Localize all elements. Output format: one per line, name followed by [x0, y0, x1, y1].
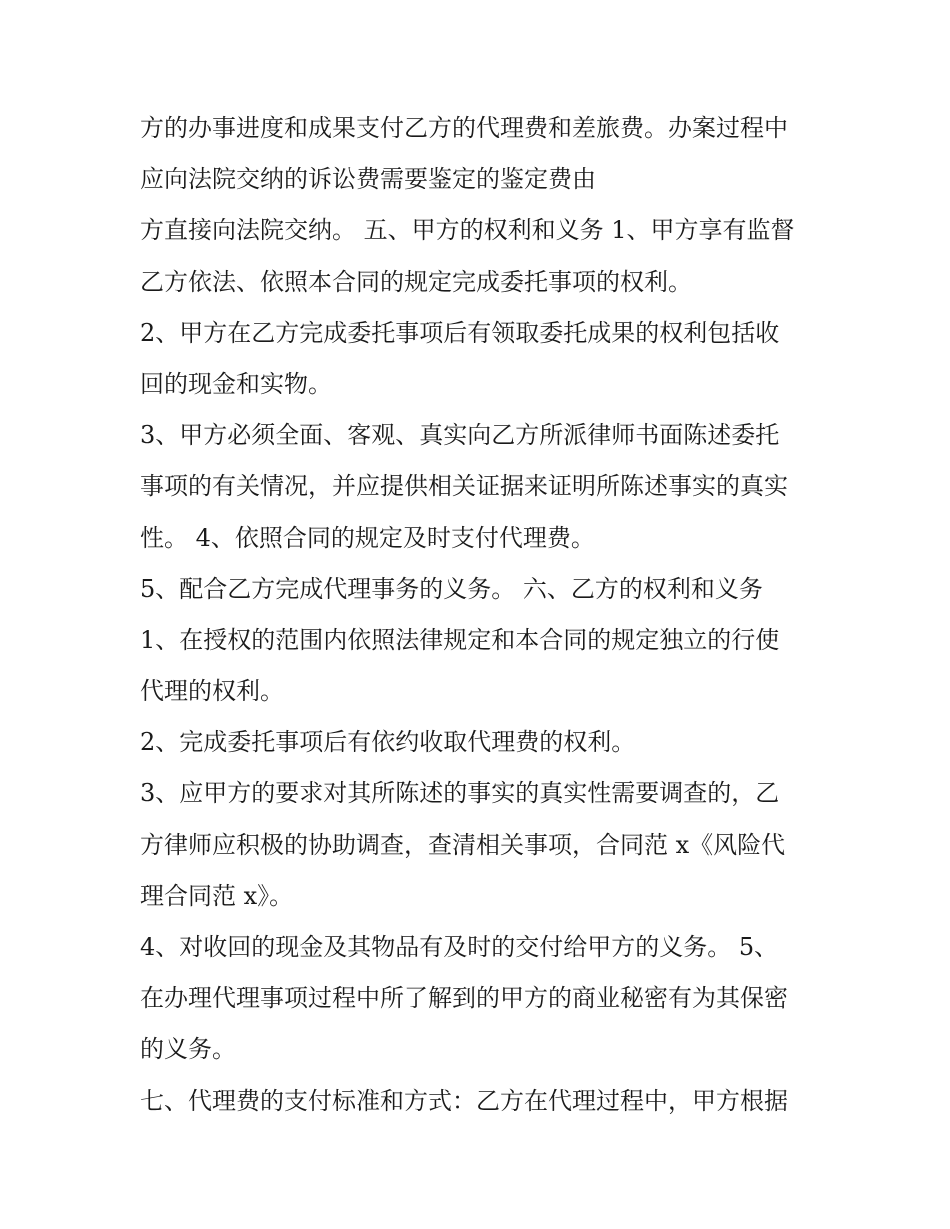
document-body [140, 103, 830, 1127]
text-line: 2、完成委托事项后有依约收取代理费的权利。 [140, 728, 636, 757]
text-line: 2、甲方在乙方完成委托事项后有领取委托成果的权利包括收 [140, 318, 780, 347]
text-line: 的义务。 [140, 1035, 236, 1064]
text-line: 方的办事进度和成果支付乙方的代理费和差旅费。办案过程中 [140, 114, 788, 142]
text-line: 在办理代理事项过程中所了解到的甲方的商业秘密有为其保密 [140, 984, 788, 1013]
text-line: 应向法院交纳的诉讼费需要鉴定的鉴定费由 [140, 165, 596, 194]
text-line: 3、应甲方的要求对其所陈述的事实的真实性需要调查的，乙 [140, 779, 780, 808]
text-line: 4、对收回的现金及其物品有及时的交付给甲方的义务。 5、 [140, 933, 779, 961]
text-line: 代理的权利。 [140, 677, 284, 706]
text-line: 方直接向法院交纳。 五、甲方的权利和义务 1、甲方享有监督 [140, 216, 795, 245]
text-line: 乙方依法、依照本合同的规定完成委托事项的权利。 [140, 267, 692, 296]
text-line: 性。 4、依照合同的规定及时支付代理费。 [140, 523, 595, 552]
text-line: 事项的有关情况，并应提供相关证据来证明所陈述事实的真实 [140, 472, 788, 501]
text-line: 七、代理费的支付标准和方式：乙方在代理过程中，甲方根据 [140, 1086, 788, 1115]
text-line: 理合同范 x》。 [140, 881, 294, 910]
text-line: 3、甲方必须全面、客观、真实向乙方所派律师书面陈述委托 [140, 421, 780, 450]
text-line: 5、配合乙方完成代理事务的义务。 六、乙方的权利和义务 [140, 574, 763, 603]
text-line: 回的现金和实物。 [140, 369, 332, 398]
text-line: 1、在授权的范围内依照法律规定和本合同的规定独立的行使 [140, 625, 780, 654]
text-line: 方律师应积极的协助调查，查清相关事项，合同范 x《风险代 [140, 830, 786, 859]
